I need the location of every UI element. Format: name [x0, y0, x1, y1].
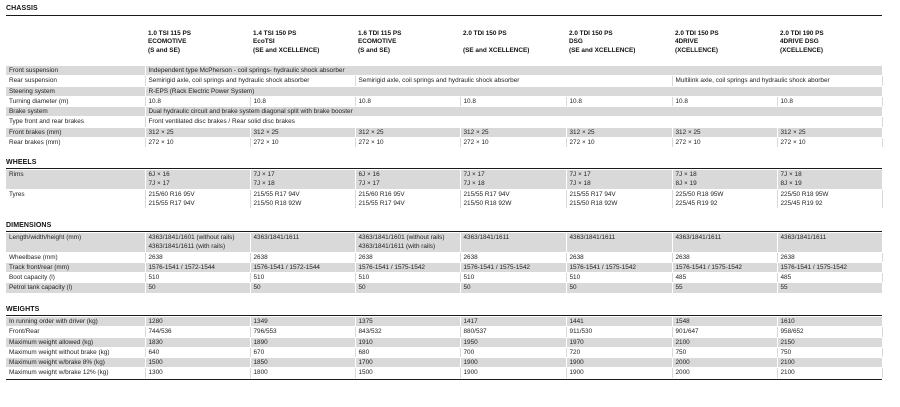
cell-value: 510 — [355, 273, 460, 283]
cell-value: 10.8 — [777, 96, 882, 106]
cell-value: 2100 — [777, 358, 882, 368]
cell-value: 1576-1541 / 1572-1544 — [145, 262, 250, 272]
cell-value: 272 × 10 — [566, 138, 672, 148]
cell-value: 1610 — [777, 317, 882, 327]
row-label: Maximum weight without brake (kg) — [6, 347, 145, 357]
section-title-weights: WEIGHTS — [6, 306, 40, 313]
column-header — [463, 30, 529, 55]
cell-value: Semirigid axle, coil springs and hydraulic shock absorber — [145, 76, 355, 86]
column-header-line: 1.4 TSI 150 PS — [253, 30, 297, 37]
cell-value: 10.8 — [145, 96, 250, 106]
row-boot-capacity — [6, 273, 882, 283]
column-header-line: (SE and XCELLENCE) — [569, 46, 636, 54]
cell-value: 1576-1541 / 1575-1542 — [460, 262, 566, 272]
column-header-line: DSG — [569, 38, 583, 46]
row-label: Length/width/height (mm) — [6, 233, 145, 252]
row-label: Front/Rear — [6, 327, 145, 337]
row-brake-type — [6, 117, 882, 127]
cell-value: 10.8 — [566, 96, 672, 106]
cell-value: 1830 — [145, 337, 250, 347]
cell-value — [355, 170, 460, 189]
cell-line: 4363/1841/1611 — [569, 234, 616, 241]
row-rear-brakes — [6, 138, 882, 148]
cell-line: 6J × 16 — [358, 171, 380, 178]
row-steering — [6, 86, 882, 96]
row-label: In running order with driver (kg) — [6, 317, 145, 327]
cell-line: 7J × 18 — [569, 180, 591, 188]
row-label: Maximum weight w/brake 8% (kg) — [6, 358, 145, 368]
section-rule-chassis — [6, 15, 882, 16]
cell-value: 1349 — [250, 317, 355, 327]
cell-value: 1417 — [460, 317, 566, 327]
cell-value: 312 × 25 — [566, 127, 672, 137]
column-header-line: (SE and XCELLENCE) — [463, 46, 530, 54]
section-rule-weights — [6, 315, 882, 316]
cell-value: 911/530 — [566, 327, 672, 337]
cell-value: 1500 — [355, 368, 460, 378]
cell-value: 2638 — [777, 252, 882, 262]
cell-value: 1700 — [355, 358, 460, 368]
cell-value: 958/652 — [777, 327, 882, 337]
row-label: Type front and rear brakes — [6, 117, 145, 127]
column-header-line: ECOMOTIVE — [358, 38, 397, 46]
cell-value — [355, 233, 460, 252]
cell-value: 2100 — [672, 337, 777, 347]
cell-value: 272 × 10 — [355, 138, 460, 148]
cell-line: 215/55 R17 94V — [463, 190, 510, 198]
cell-line: 4363/1841/1611 — [675, 234, 722, 241]
cell-value — [460, 189, 566, 209]
cell-value: 1910 — [355, 337, 460, 347]
column-header-line: 4DRIVE — [675, 38, 699, 46]
cell-line: 225/45 R19 92 — [780, 199, 823, 207]
section-rule-wheels — [6, 168, 882, 169]
cell-value: 2638 — [145, 252, 250, 262]
column-header — [148, 30, 191, 55]
cell-line: 7J × 17 — [148, 180, 170, 188]
row-max-weight-allowed — [6, 337, 882, 347]
cell-value — [777, 189, 882, 209]
cell-value: 1280 — [145, 317, 250, 327]
row-label: Boot capacity (l) — [6, 273, 145, 283]
cell-line: 4363/1841/1611 — [780, 234, 827, 241]
cell-value: 50 — [145, 283, 250, 293]
row-front-brakes — [6, 127, 882, 137]
cell-value — [250, 233, 355, 252]
column-header — [358, 30, 401, 55]
row-petrol-tank — [6, 283, 882, 293]
cell-line: 215/55 R17 94V — [253, 190, 300, 198]
cell-value: 880/537 — [460, 327, 566, 337]
column-header-line: 2.0 TDI 150 PS — [675, 30, 719, 37]
cell-value: 2638 — [355, 252, 460, 262]
row-wheelbase — [6, 252, 882, 262]
cell-line: 215/55 R17 94V — [148, 199, 195, 207]
cell-value: 510 — [250, 273, 355, 283]
cell-line: 7J × 17 — [358, 180, 380, 188]
cell-line: 4363/1841/1611 (with rails) — [148, 243, 226, 251]
cell-value: 312 × 25 — [355, 127, 460, 137]
cell-value — [777, 170, 882, 189]
cell-line: 4363/1841/1601 (without rails) — [358, 234, 445, 241]
cell-value: 510 — [566, 273, 672, 283]
wheels-table — [6, 170, 883, 209]
column-header-line: 2.0 TDI 150 PS — [569, 30, 613, 37]
cell-value: 312 × 25 — [777, 127, 882, 137]
row-label: Maximum weight allowed (kg) — [6, 337, 145, 347]
cell-value: 312 × 25 — [672, 127, 777, 137]
cell-value: 272 × 10 — [145, 138, 250, 148]
cell-value: 750 — [672, 347, 777, 357]
cell-value: Multilink axle, coil springs and hydraulic shock aborber — [672, 76, 882, 86]
cell-line: 4363/1841/1611 (with rails) — [358, 243, 436, 251]
cell-line: 215/50 R18 92W — [463, 199, 512, 207]
cell-line: 4363/1841/1611 — [463, 234, 510, 241]
cell-value: 50 — [355, 283, 460, 293]
cell-line: 215/55 R17 94V — [358, 199, 405, 207]
row-max-weight-without-brake — [6, 347, 882, 357]
cell-line: 6J × 16 — [148, 171, 170, 178]
cell-value: 1441 — [566, 317, 672, 327]
row-label: Tyres — [6, 189, 145, 209]
section-rule-dimensions — [6, 231, 882, 232]
cell-value: 796/553 — [250, 327, 355, 337]
row-running-order — [6, 317, 882, 327]
cell-value: 680 — [355, 347, 460, 357]
cell-value: 2638 — [672, 252, 777, 262]
column-header-line — [463, 38, 529, 46]
cell-value: 1900 — [460, 358, 566, 368]
cell-value: 1950 — [460, 337, 566, 347]
cell-value — [460, 233, 566, 252]
cell-value: 312 × 25 — [145, 127, 250, 137]
cell-line: 7J × 17 — [569, 171, 591, 178]
section-title-wheels: WHEELS — [6, 159, 37, 166]
column-header-line: (SE and XCELLENCE) — [253, 46, 320, 54]
cell-value — [250, 189, 355, 209]
bottom-rule — [6, 379, 882, 380]
cell-value: 510 — [460, 273, 566, 283]
column-header-line: (S and SE) — [358, 46, 390, 54]
cell-line: 215/55 R17 94V — [569, 190, 616, 198]
weights-table — [6, 317, 883, 379]
cell-value: 10.8 — [672, 96, 777, 106]
row-tyres — [6, 189, 882, 209]
column-header — [780, 30, 824, 55]
row-label: Track front/rear (mm) — [6, 262, 145, 272]
cell-value: 2638 — [460, 252, 566, 262]
cell-value — [355, 189, 460, 209]
cell-line: 7J × 18 — [780, 171, 802, 178]
cell-value: 1800 — [250, 368, 355, 378]
column-header-line: ECOMOTIVE — [148, 38, 187, 46]
cell-value: 670 — [250, 347, 355, 357]
row-length-width-height — [6, 233, 882, 252]
cell-value: 1970 — [566, 337, 672, 347]
cell-value — [460, 170, 566, 189]
cell-line: 225/50 R18 95W — [780, 190, 829, 198]
cell-value: 843/532 — [355, 327, 460, 337]
cell-value: 10.8 — [355, 96, 460, 106]
cell-value — [145, 233, 250, 252]
cell-line: 225/45 R19 92 — [675, 199, 718, 207]
section-title-chassis: CHASSIS — [6, 5, 38, 12]
cell-value: 1900 — [566, 358, 672, 368]
cell-value: 640 — [145, 347, 250, 357]
cell-value: 485 — [777, 273, 882, 283]
column-header — [253, 30, 319, 55]
cell-line: 7J × 17 — [253, 171, 275, 178]
column-header — [675, 30, 719, 55]
row-label: Steering system — [6, 86, 145, 96]
cell-value: 744/536 — [145, 327, 250, 337]
cell-value: 1850 — [250, 358, 355, 368]
cell-value: 2000 — [672, 368, 777, 378]
column-header-line: 1.0 TSI 115 PS — [148, 30, 191, 37]
cell-line: 7J × 18 — [463, 180, 485, 188]
cell-line: 7J × 18 — [253, 180, 275, 188]
row-rims — [6, 170, 882, 189]
cell-value: 10.8 — [460, 96, 566, 106]
cell-line: 8J × 19 — [675, 180, 697, 188]
cell-line: 225/50 R18 95W — [675, 190, 724, 198]
row-label: Maximum weight w/brake 12% (kg) — [6, 368, 145, 378]
cell-line: 215/60 R16 95V — [148, 190, 195, 198]
cell-value: 750 — [777, 347, 882, 357]
column-header-line: 2.0 TDI 150 PS — [463, 30, 507, 37]
cell-value: 901/647 — [672, 327, 777, 337]
row-label: Rear suspension — [6, 76, 145, 86]
cell-value: 50 — [250, 283, 355, 293]
cell-value: 1500 — [145, 358, 250, 368]
cell-value — [566, 189, 672, 209]
cell-line — [254, 242, 355, 251]
cell-value: 700 — [460, 347, 566, 357]
row-label: Front suspension — [6, 66, 145, 76]
cell-value: 50 — [460, 283, 566, 293]
column-header-line: (XCELLENCE) — [675, 46, 718, 54]
cell-value: 2100 — [777, 368, 882, 378]
cell-value: R-EPS (Rack Electric Power System) — [145, 86, 882, 96]
column-header-line: 1.6 TDI 115 PS — [358, 30, 402, 37]
row-rear-suspension — [6, 76, 882, 86]
row-label: Wheelbase (mm) — [6, 252, 145, 262]
cell-line: 4363/1841/1611 — [253, 234, 300, 241]
cell-value — [250, 170, 355, 189]
cell-value: 1300 — [145, 368, 250, 378]
column-header — [569, 30, 635, 55]
cell-value: 2638 — [566, 252, 672, 262]
row-turning-diameter — [6, 96, 882, 106]
cell-value: Front ventilated disc brakes / Rear solid disc brakes — [145, 117, 882, 127]
cell-value: 2000 — [672, 358, 777, 368]
cell-value: 1576-1541 / 1575-1542 — [355, 262, 460, 272]
cell-value — [566, 170, 672, 189]
cell-value: 55 — [672, 283, 777, 293]
cell-value: 55 — [777, 283, 882, 293]
cell-value: 1548 — [672, 317, 777, 327]
cell-value: 2150 — [777, 337, 882, 347]
section-title-dimensions: DIMENSIONS — [6, 222, 52, 229]
cell-value: Independent type McPherson - coil springs- hydraulic shock absorber — [145, 66, 882, 76]
cell-line: 215/50 R18 92W — [253, 199, 302, 207]
row-label: Front brakes (mm) — [6, 127, 145, 137]
row-label: Rims — [6, 170, 145, 189]
cell-value: 272 × 10 — [777, 138, 882, 148]
cell-value — [672, 233, 777, 252]
cell-value: 272 × 10 — [250, 138, 355, 148]
cell-value: Dual hydraulic circuit and brake system diagonal split with brake booster — [145, 107, 882, 117]
cell-value: 1576-1541 / 1575-1542 — [672, 262, 777, 272]
cell-value: 312 × 25 — [250, 127, 355, 137]
cell-line: 4363/1841/1601 (without rails) — [148, 234, 235, 241]
row-max-weight-brake-12 — [6, 368, 882, 378]
column-header-line: 2.0 TDI 190 PS — [780, 30, 824, 37]
cell-value: 1900 — [460, 368, 566, 378]
cell-value: 1890 — [250, 337, 355, 347]
cell-value — [672, 189, 777, 209]
row-label: Rear brakes (mm) — [6, 138, 145, 148]
row-brake-system — [6, 107, 882, 117]
cell-value — [777, 233, 882, 252]
cell-line: 215/60 R16 95V — [358, 190, 405, 198]
cell-value: 1576-1541 / 1575-1542 — [566, 262, 672, 272]
row-front-rear — [6, 327, 882, 337]
row-front-suspension — [6, 66, 882, 76]
row-label: Turning diameter (m) — [6, 96, 145, 106]
cell-value: 272 × 10 — [672, 138, 777, 148]
cell-value — [566, 233, 672, 252]
cell-value: 1900 — [566, 368, 672, 378]
column-header-line: (XCELLENCE) — [780, 46, 823, 54]
cell-value: 272 × 10 — [460, 138, 566, 148]
cell-value: 720 — [566, 347, 672, 357]
chassis-table — [6, 66, 883, 148]
cell-value: 2638 — [250, 252, 355, 262]
cell-value: 1576-1541 / 1572-1544 — [250, 262, 355, 272]
cell-line: 215/50 R18 92W — [569, 199, 618, 207]
row-label: Brake system — [6, 107, 145, 117]
cell-value: 10.8 — [250, 96, 355, 106]
cell-value: Semirigid axle, coil springs and hydraulic shock absorber — [355, 76, 672, 86]
column-header-line: (S and SE) — [148, 46, 180, 54]
cell-value: 1375 — [355, 317, 460, 327]
cell-value — [672, 170, 777, 189]
cell-line: 7J × 17 — [463, 171, 485, 178]
cell-value: 50 — [566, 283, 672, 293]
cell-value: 485 — [672, 273, 777, 283]
dimensions-table — [6, 233, 883, 294]
column-header-line: 4DRIVE DSG — [780, 38, 819, 46]
cell-value: 1576-1541 / 1575-1542 — [777, 262, 882, 272]
column-header-line: EcoTSI — [253, 38, 275, 46]
row-max-weight-brake-8 — [6, 358, 882, 368]
row-label: Petrol tank capacity (l) — [6, 283, 145, 293]
cell-value — [145, 189, 250, 209]
cell-value: 510 — [145, 273, 250, 283]
cell-line: 7J × 18 — [675, 171, 697, 178]
cell-value — [145, 170, 250, 189]
cell-line: 8J × 19 — [780, 180, 802, 188]
row-track — [6, 262, 882, 272]
cell-value: 312 × 25 — [460, 127, 566, 137]
